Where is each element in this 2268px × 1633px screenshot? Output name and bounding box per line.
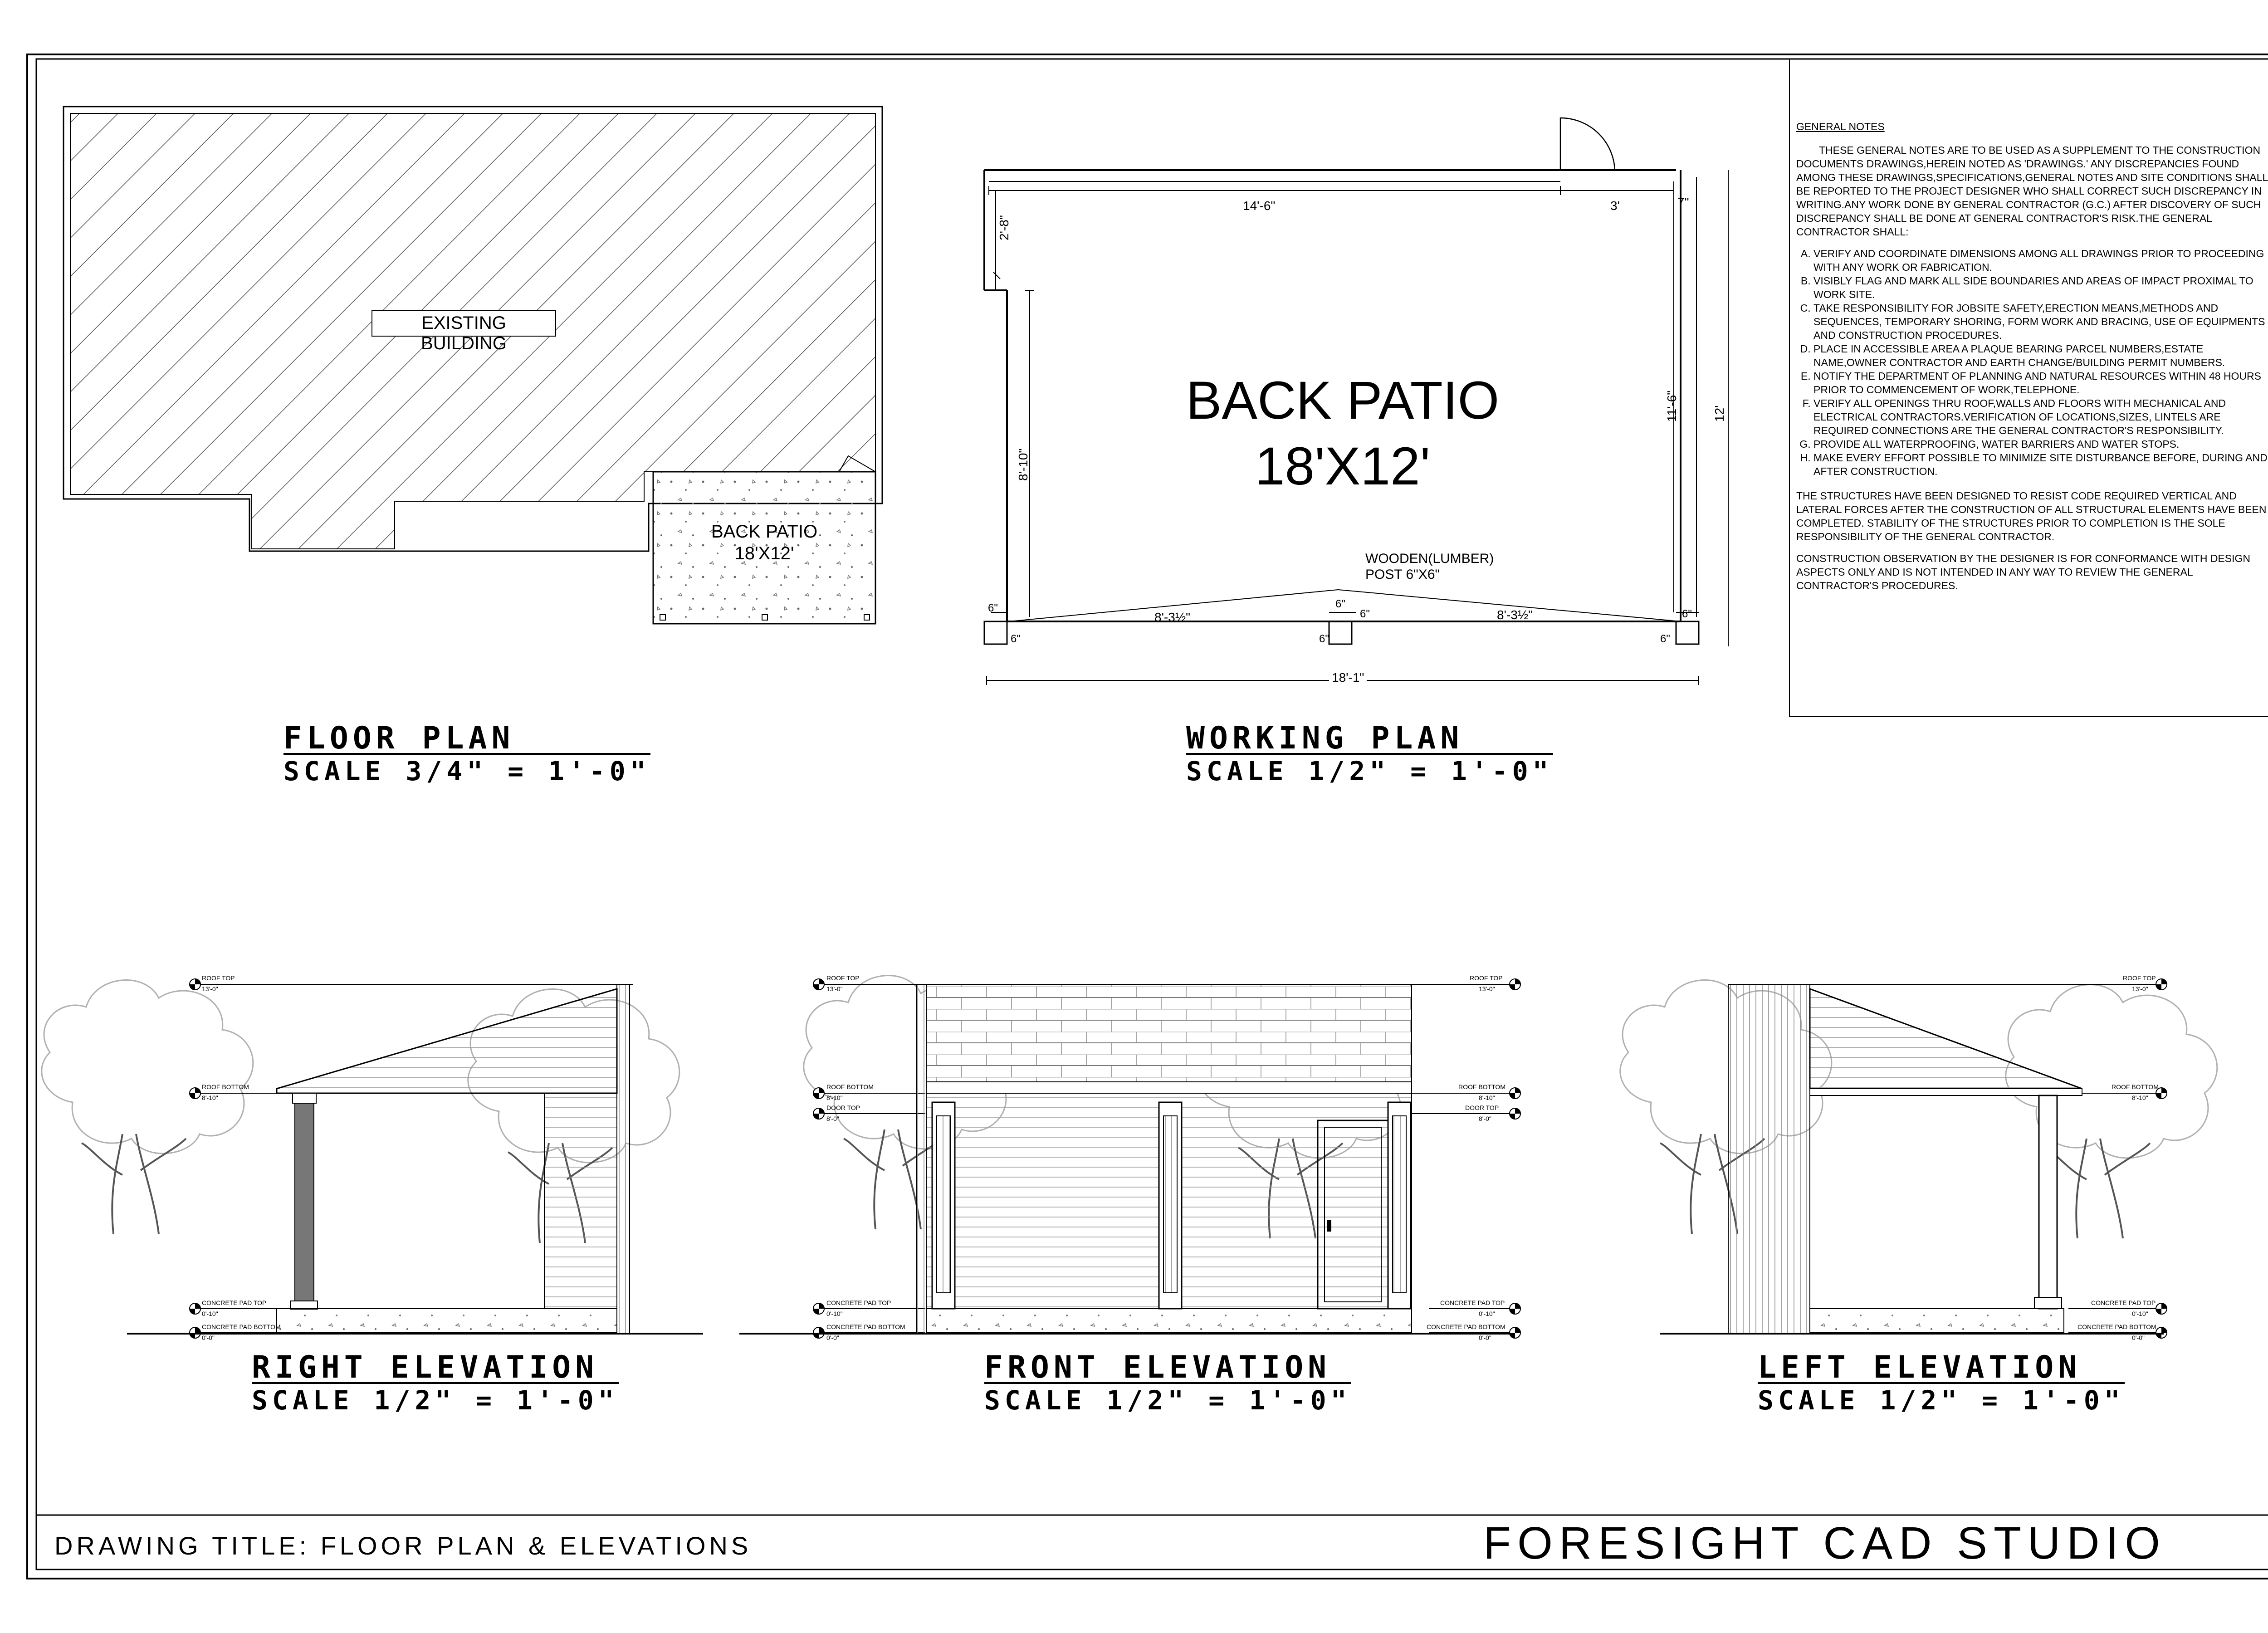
right-elevation — [42, 979, 703, 1338]
dim-post-6c: 6" — [1335, 598, 1345, 610]
note-item: G. PROVIDE ALL WATERPROOFING, WATER BARRIERS AND WATER STOPS. — [1813, 437, 2268, 451]
left-elevation — [1620, 979, 2217, 1338]
floor-plan-scale: SCALE 3/4" = 1'-0" — [284, 753, 650, 787]
level-pad-bottom: CONCRETE PAD BOTTOM — [202, 1323, 281, 1330]
level-roof-bottom-value: 8'-10" — [826, 1094, 843, 1101]
level-roof-top: ROOF TOP — [1470, 974, 1503, 982]
floor-plan-title: FLOOR PLAN — [284, 720, 515, 756]
level-door-top-value: 8'-0" — [1479, 1115, 1491, 1122]
note-item: F. VERIFY ALL OPENINGS THRU ROOF,WALLS AND FLOORS WITH MECHANICAL AND ELECTRICAL CONTRACTORS.VERIFICATION OF LOCATIONS,SIZES, LINTELS ARE REQUIRED CONNECTIONS ARE THE GENERAL CONTRACTOR'S RESPONSIBILITY. — [1813, 396, 2268, 437]
left-elevation-scale: SCALE 1/2" = 1'-0" — [1758, 1382, 2125, 1416]
dim-span-right: 8'-3½" — [1497, 608, 1533, 622]
level-roof-top: ROOF TOP — [826, 974, 860, 982]
dim-left-lower: 8'-10" — [1016, 448, 1030, 481]
dim-top-short: 3' — [1610, 199, 1620, 213]
floor-plan-patio-size: 18'X12' — [734, 543, 794, 563]
dim-post-6f: 6" — [1660, 633, 1670, 645]
level-pad-bottom: CONCRETE PAD BOTTOM — [826, 1323, 905, 1330]
level-pad-bottom-value: 0'-0" — [1479, 1334, 1491, 1341]
note-item: A. VERIFY AND COORDINATE DIMENSIONS AMONG ALL DRAWINGS PRIOR TO PROCEEDING WITH ANY WORK OR FABRICATION. — [1813, 247, 2268, 274]
level-roof-bottom: ROOF BOTTOM — [2112, 1083, 2159, 1090]
right-elevation-scale: SCALE 1/2" = 1'-0" — [252, 1382, 619, 1416]
level-roof-top-value: 13'-0" — [826, 985, 843, 993]
working-plan-scale: SCALE 1/2" = 1'-0" — [1186, 753, 1553, 787]
left-elevation-title: LEFT ELEVATION — [1758, 1349, 2082, 1385]
right-elevation-title: RIGHT ELEVATION — [252, 1349, 599, 1385]
note-item: D. PLACE IN ACCESSIBLE AREA A PLAQUE BEARING PARCEL NUMBERS,ESTATE NAME,OWNER CONTRACTOR AND EARTH CHANGE/BUILDING PERMIT NUMBERS. — [1813, 342, 2268, 369]
dim-span-left: 8'-3½" — [1154, 610, 1191, 624]
dim-post-6b: 6" — [1011, 633, 1021, 645]
level-pad-top-value: 0'-10" — [1479, 1310, 1495, 1317]
level-pad-bottom: CONCRETE PAD BOTTOM — [2077, 1323, 2156, 1330]
level-roof-top: ROOF TOP — [202, 974, 235, 982]
dim-post-6g: 6" — [1360, 608, 1370, 620]
general-notes-intro: THESE GENERAL NOTES ARE TO BE USED AS A SUPPLEMENT TO THE CONSTRUCTION DOCUMENTS DRAWINGS,HEREIN NOTED AS 'DRAWINGS.' ANY DISCREPANCIES FOUND AMONG THESE DRAWINGS,SPECIFICATIONS,GENERAL NOTES AND SITE CONDITIONS SHALL BE REPORTED TO THE PROJECT DESIGNER WHO SHALL CORRECT SUCH DISCREPANCY IN WRITING.ANY WORK DONE BY GENERAL CONTRACTOR (G.C.) AFTER DISCOVERY OF SUCH DISCREPANCY SHALL BE DONE AT GENERAL CONTRACTOR'S RISK.THE GENERAL CONTRACTOR SHALL: — [1796, 144, 2268, 238]
level-roof-top-value: 13'-0" — [2132, 985, 2148, 993]
dim-post-6d: 6" — [1319, 633, 1329, 645]
note-item: C. TAKE RESPONSIBILITY FOR JOBSITE SAFETY,ERECTION MEANS,METHODS AND SEQUENCES, TEMPORARY SHORING, FORM WORK AND BRACING, USE OF EQUIPMENTS AND CONSTRUCTION PROCEDURES. — [1813, 301, 2268, 342]
level-door-top: DOOR TOP — [1465, 1104, 1499, 1111]
level-pad-bottom-value: 0'-0" — [202, 1334, 215, 1341]
level-roof-top-value: 13'-0" — [202, 985, 218, 993]
level-door-top: DOOR TOP — [826, 1104, 860, 1111]
note-item: B. VISIBLY FLAG AND MARK ALL SIDE BOUNDARIES AND AREAS OF IMPACT PROXIMAL TO WORK SITE. — [1813, 274, 2268, 301]
level-pad-top-value: 0'-10" — [2132, 1310, 2148, 1317]
dim-overall: 18'-1" — [1329, 670, 1367, 685]
dim-post-6e: 6" — [1682, 608, 1692, 620]
studio-name: FORESIGHT CAD STUDIO — [1483, 1518, 2167, 1569]
dim-top-post: 7" — [1677, 195, 1689, 209]
level-pad-top-value: 0'-10" — [202, 1310, 218, 1317]
post-label-line-2: POST 6"X6" — [1365, 567, 1440, 582]
level-door-top-value: 8'-0" — [826, 1115, 839, 1122]
level-roof-bottom-value: 8'-10" — [1479, 1094, 1495, 1101]
front-elevation-scale: SCALE 1/2" = 1'-0" — [984, 1382, 1351, 1416]
general-notes-observation: CONSTRUCTION OBSERVATION BY THE DESIGNER IS FOR CONFORMANCE WITH DESIGN ASPECTS ONLY AND IS NOT INTENDED IN ANY WAY TO REVIEW THE GENERAL CONTRACTOR'S PROCEDURES. — [1796, 552, 2251, 592]
level-roof-bottom: ROOF BOTTOM — [1458, 1083, 1505, 1090]
existing-building-label: EXISTING BUILDING — [421, 313, 507, 353]
level-pad-bottom-value: 0'-0" — [2132, 1334, 2145, 1341]
note-item: H. MAKE EVERY EFFORT POSSIBLE TO MINIMIZE SITE DISTURBANCE BEFORE, DURING AND AFTER CONSTRUCTION. — [1813, 451, 2268, 478]
general-notes-heading: GENERAL NOTES — [1796, 121, 1885, 132]
level-roof-bottom: ROOF BOTTOM — [202, 1083, 249, 1090]
level-pad-bottom-value: 0'-0" — [826, 1334, 839, 1341]
dim-right-outer: 12' — [1712, 405, 1726, 422]
dim-right-inner: 11'-6" — [1665, 390, 1679, 422]
working-plan-title: WORKING PLAN — [1186, 720, 1464, 756]
dim-left-upper: 2'-8" — [997, 215, 1011, 240]
level-pad-top: CONCRETE PAD TOP — [202, 1299, 267, 1306]
dim-post-6a: 6" — [988, 602, 998, 614]
level-pad-top: CONCRETE PAD TOP — [2091, 1299, 2156, 1306]
dim-top-long: 14'-6" — [1243, 199, 1276, 213]
working-plan-title-big: BACK PATIO — [1186, 371, 1500, 430]
general-notes — [1796, 120, 2268, 601]
general-notes-structures: THE STRUCTURES HAVE BEEN DESIGNED TO RESIST CODE REQUIRED VERTICAL AND LATERAL FORCES AFTER THE CONSTRUCTION OF ALL STRUCTURAL ELEMENTS HAVE BEEN COMPLETED. STABILITY OF THE STRUCTURES PRIOR TO COMPLETION IS THE SOLE RESPONSIBILITY OF THE GENERAL CONTRACTOR. — [1796, 490, 2267, 543]
level-pad-top: CONCRETE PAD TOP — [826, 1299, 891, 1306]
level-roof-top-value: 13'-0" — [1479, 985, 1495, 993]
level-roof-bottom-value: 8'-10" — [2132, 1094, 2148, 1101]
front-elevation-title: FRONT ELEVATION — [984, 1349, 1331, 1385]
level-roof-bottom: ROOF BOTTOM — [826, 1083, 874, 1090]
general-notes-list — [1796, 247, 2268, 478]
note-item: E. NOTIFY THE DEPARTMENT OF PLANNING AND NATURAL RESOURCES WITHIN 48 HOURS PRIOR TO COMMENCEMENT OF WORK,TELEPHONE. — [1813, 369, 2268, 396]
level-pad-top: CONCRETE PAD TOP — [1440, 1299, 1505, 1306]
level-roof-top: ROOF TOP — [2123, 974, 2156, 982]
level-pad-bottom: CONCRETE PAD BOTTOM — [1427, 1323, 1505, 1330]
front-elevation — [739, 976, 1520, 1338]
drawing-title: DRAWING TITLE: FLOOR PLAN & ELEVATIONS — [54, 1531, 752, 1560]
post-label-line-1: WOODEN(LUMBER) — [1365, 551, 1494, 566]
floor-plan-patio-label: BACK PATIO — [711, 522, 818, 542]
working-plan-size-big: 18'X12' — [1255, 436, 1431, 496]
level-pad-top-value: 0'-10" — [826, 1310, 843, 1317]
level-roof-bottom-value: 8'-10" — [202, 1094, 218, 1101]
